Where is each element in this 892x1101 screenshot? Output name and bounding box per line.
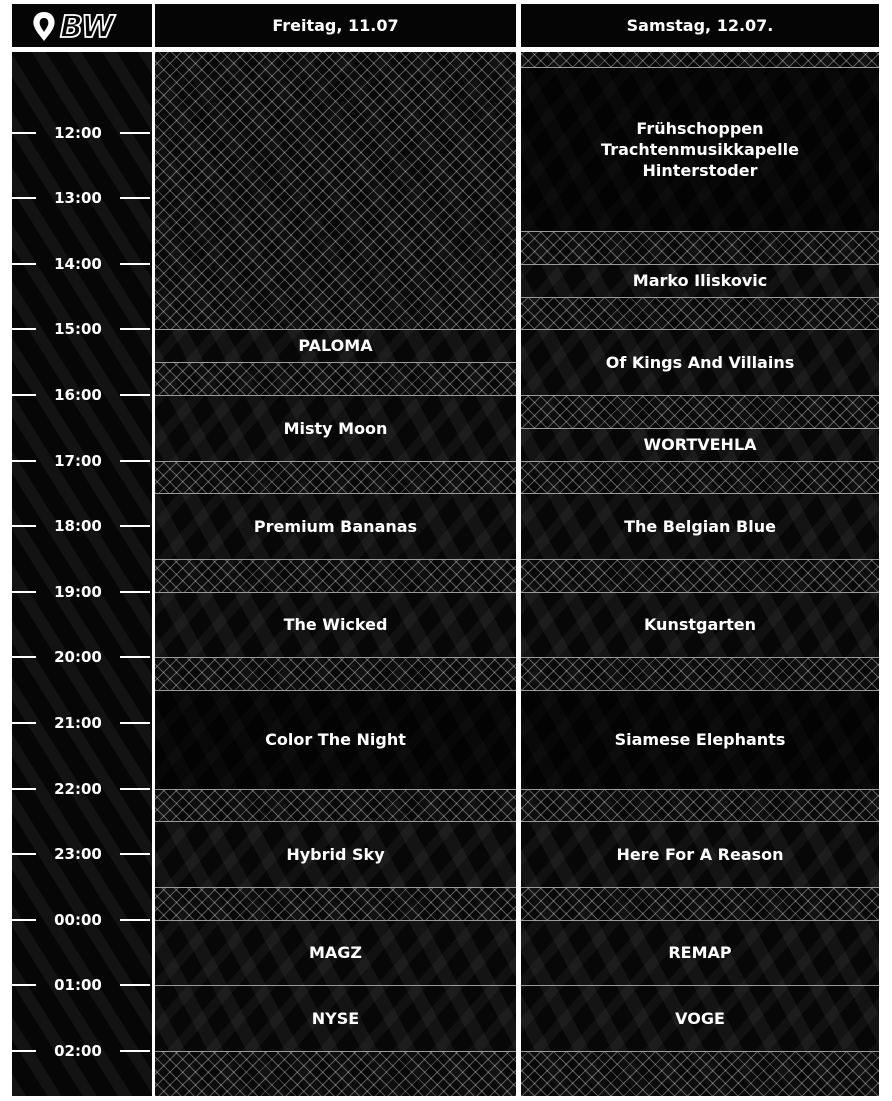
slot-divider: [155, 887, 516, 888]
time-tick-right: [120, 853, 150, 855]
time-tick-right: [120, 591, 150, 593]
artist-slot[interactable]: [155, 920, 516, 985]
artist-slot[interactable]: [521, 821, 879, 887]
slot-divider: [521, 690, 879, 691]
artist-slot[interactable]: [155, 395, 516, 461]
slot-divider: [521, 985, 879, 986]
time-tick-right: [120, 328, 150, 330]
slot-divider: [155, 690, 516, 691]
artist-slot[interactable]: [155, 329, 516, 362]
slot-divider: [155, 985, 516, 986]
hatched-gap: [521, 297, 879, 329]
slot-divider: [521, 428, 879, 429]
slot-divider: [155, 789, 516, 790]
time-column: [12, 52, 152, 1096]
column-divider: [152, 0, 155, 1101]
time-label: 14:00: [54, 255, 102, 273]
hatched-gap: [155, 887, 516, 920]
time-label: 22:00: [54, 780, 102, 798]
time-tick-right: [120, 525, 150, 527]
artist-slot[interactable]: [155, 821, 516, 887]
slot-divider: [521, 67, 879, 68]
slot-divider: [521, 231, 879, 232]
hatched-gap: [155, 789, 516, 821]
time-tick-right: [120, 132, 150, 134]
hatched-gap: [155, 657, 516, 690]
artist-slot[interactable]: [521, 493, 879, 559]
time-tick-left: [12, 132, 36, 134]
time-label: 19:00: [54, 583, 102, 601]
slot-divider: [521, 395, 879, 396]
slot-divider: [155, 592, 516, 593]
slot-divider: [521, 493, 879, 494]
day-header-friday: [155, 4, 516, 47]
time-label: 00:00: [54, 911, 102, 929]
artist-slot[interactable]: [155, 690, 516, 789]
artist-name: NYSE: [311, 1008, 360, 1028]
slot-divider: [521, 297, 879, 298]
slot-divider: [155, 559, 516, 560]
artist-slot[interactable]: [521, 67, 879, 231]
slot-divider: [521, 920, 879, 921]
time-label: 01:00: [54, 976, 102, 994]
hatched-gap: [521, 657, 879, 690]
artist-name: REMAP: [668, 943, 732, 962]
artist-name: WORTVEHLA: [643, 435, 757, 454]
time-tick-right: [120, 197, 150, 199]
time-tick-left: [12, 1050, 36, 1052]
slot-divider: [521, 821, 879, 822]
artist-name: Of Kings And Villains: [605, 352, 795, 372]
time-label: 15:00: [54, 320, 102, 338]
time-tick-left: [12, 197, 36, 199]
hatched-gap: [155, 559, 516, 592]
logo-cell: [12, 4, 152, 47]
time-tick-right: [120, 788, 150, 790]
artist-slot[interactable]: [521, 920, 879, 985]
artist-slot[interactable]: [521, 690, 879, 789]
artist-name: Premium Bananas: [253, 516, 418, 536]
artist-name: The Belgian Blue: [624, 516, 776, 536]
slot-divider: [155, 657, 516, 658]
slot-divider: [155, 920, 516, 921]
time-label: 18:00: [54, 517, 102, 535]
artist-name: VOGE: [675, 1008, 725, 1028]
artist-slot[interactable]: [521, 985, 879, 1051]
slot-divider: [155, 461, 516, 462]
artist-slot[interactable]: [521, 264, 879, 297]
artist-name: Color The Night: [265, 730, 406, 749]
time-label: 16:00: [54, 386, 102, 404]
logo-text: BW: [60, 10, 115, 44]
time-tick-right: [120, 263, 150, 265]
artist-slot[interactable]: [521, 329, 879, 395]
time-tick-left: [12, 525, 36, 527]
artist-name: Here For A Reason: [616, 844, 784, 864]
artist-name: Frühschoppen Trachtenmusikkapelle Hinterstoder: [601, 118, 799, 180]
artist-name: PALOMA: [298, 336, 373, 355]
time-tick-left: [12, 591, 36, 593]
hatched-gap: [155, 1051, 516, 1096]
slot-divider: [521, 1051, 879, 1052]
hatched-gap: [521, 231, 879, 264]
time-tick-left: [12, 394, 36, 396]
time-tick-left: [12, 919, 36, 921]
hatched-gap: [521, 559, 879, 592]
time-tick-right: [120, 722, 150, 724]
hatched-gap: [521, 52, 879, 67]
time-tick-right: [120, 919, 150, 921]
time-tick-left: [12, 328, 36, 330]
artist-name: MAGZ: [308, 943, 363, 962]
slot-divider: [521, 887, 879, 888]
time-label: 20:00: [54, 648, 102, 666]
artist-name: The Wicked: [283, 615, 388, 634]
time-tick-left: [12, 984, 36, 986]
time-tick-right: [120, 656, 150, 658]
hatched-gap: [155, 461, 516, 493]
slot-divider: [521, 592, 879, 593]
slot-divider: [155, 329, 516, 330]
artist-slot[interactable]: [155, 493, 516, 559]
slot-divider: [521, 559, 879, 560]
time-tick-left: [12, 460, 36, 462]
artist-name: Misty Moon: [283, 418, 388, 438]
time-tick-left: [12, 853, 36, 855]
slot-divider: [521, 789, 879, 790]
time-tick-left: [12, 722, 36, 724]
slot-divider: [155, 395, 516, 396]
slot-divider: [521, 657, 879, 658]
logo-icon: [30, 8, 140, 44]
time-label: 23:00: [54, 845, 102, 863]
time-tick-right: [120, 984, 150, 986]
artist-slot[interactable]: [155, 985, 516, 1051]
artist-name: Kunstgarten: [643, 615, 757, 634]
time-label: 17:00: [54, 452, 102, 470]
slot-divider: [521, 264, 879, 265]
hatched-gap: [521, 1051, 879, 1096]
day-header-saturday: [521, 4, 879, 47]
slot-divider: [521, 329, 879, 330]
time-tick-right: [120, 460, 150, 462]
hatched-gap: [521, 395, 879, 428]
hatched-gap: [521, 461, 879, 493]
day-label: Samstag, 12.07.: [626, 16, 774, 35]
time-label: 21:00: [54, 714, 102, 732]
hatched-gap: [521, 887, 879, 920]
time-label: 02:00: [54, 1042, 102, 1060]
artist-name: Hybrid Sky: [286, 844, 385, 864]
artist-name: Siamese Elephants: [614, 730, 786, 749]
artist-name: Marko Iliskovic: [632, 271, 768, 290]
time-tick-left: [12, 788, 36, 790]
slot-divider: [521, 461, 879, 462]
artist-slot[interactable]: [521, 592, 879, 657]
slot-divider: [155, 1051, 516, 1052]
time-tick-left: [12, 656, 36, 658]
time-tick-left: [12, 263, 36, 265]
time-tick-right: [120, 394, 150, 396]
hatched-gap: [155, 362, 516, 395]
day-label: Freitag, 11.07: [272, 16, 399, 35]
slot-divider: [155, 821, 516, 822]
slot-divider: [155, 493, 516, 494]
artist-slot[interactable]: [521, 428, 879, 461]
hatched-gap: [521, 789, 879, 821]
slot-divider: [155, 362, 516, 363]
time-tick-right: [120, 1050, 150, 1052]
artist-slot[interactable]: [155, 592, 516, 657]
header-divider: [0, 47, 892, 52]
hatched-gap: [155, 52, 516, 329]
column-divider: [516, 0, 521, 1101]
time-label: 12:00: [54, 124, 102, 142]
time-label: 13:00: [54, 189, 102, 207]
